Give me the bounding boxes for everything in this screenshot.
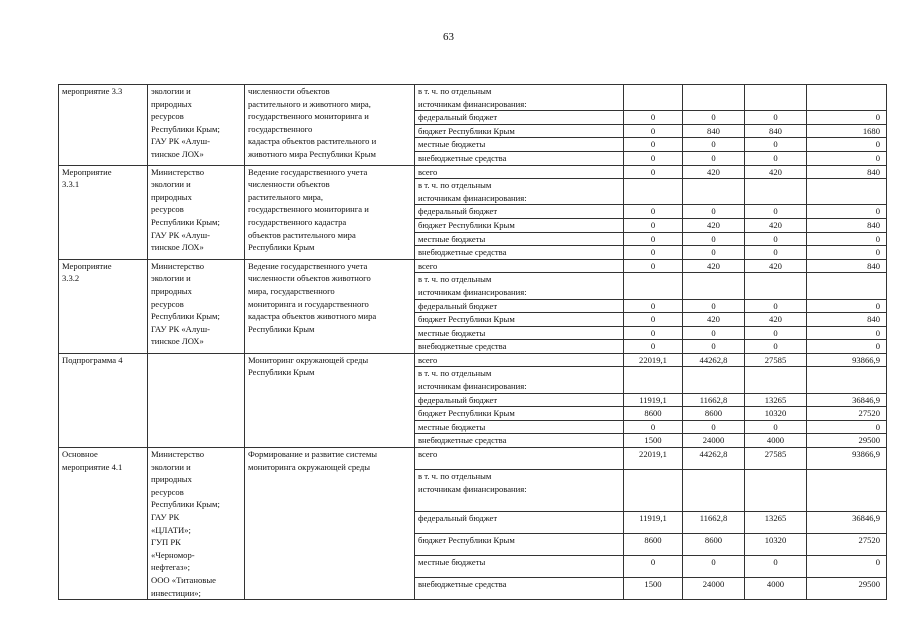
funding-source-cell: федеральный бюджет (415, 299, 624, 313)
year-value-cell (745, 85, 807, 111)
year-value-cell: 24000 (683, 434, 745, 448)
year-value-cell: 0 (683, 299, 745, 313)
year-value-cell (745, 179, 807, 205)
table-row (59, 165, 887, 179)
funding-source-cell: всего (415, 448, 624, 470)
year-value-cell: 8600 (624, 534, 683, 556)
funding-source-cell: в т. ч. по отдельным источникам финансирования: (415, 469, 624, 511)
year-value-cell: 0 (624, 340, 683, 354)
year-value-cell: 0 (745, 111, 807, 125)
year-value-cell: 0 (745, 151, 807, 165)
year-value-cell: 0 (683, 232, 745, 246)
year-value-cell: 8600 (683, 534, 745, 556)
year-value-cell: 0 (624, 165, 683, 179)
year-value-cell: 11919,1 (624, 393, 683, 407)
year-value-cell: 0 (624, 205, 683, 219)
year-value-cell: 1500 (624, 578, 683, 600)
activity-name-cell: мероприятие 3.3 (59, 85, 148, 166)
activity-name-cell: Мероприятие 3.3.1 (59, 165, 148, 259)
year-value-cell: 0 (745, 138, 807, 152)
year-value-cell (683, 179, 745, 205)
year-value-cell: 420 (683, 165, 745, 179)
table-row (59, 353, 887, 367)
year-value-cell: 0 (745, 299, 807, 313)
year-value-cell: 0 (745, 232, 807, 246)
total-value-cell: 27520 (807, 534, 887, 556)
year-value-cell: 0 (624, 313, 683, 327)
content-cell: Ведение государственного учета численности объектов животного мира, государственного мониторинга и государственного кадастра объектов животного мира Республики Крым (245, 259, 415, 353)
year-value-cell: 11662,8 (683, 512, 745, 534)
total-value-cell (807, 179, 887, 205)
total-value-cell (807, 469, 887, 511)
year-value-cell: 27585 (745, 353, 807, 367)
year-value-cell: 0 (624, 299, 683, 313)
year-value-cell: 10320 (745, 407, 807, 421)
funding-source-cell: местные бюджеты (415, 420, 624, 434)
year-value-cell: 0 (624, 246, 683, 260)
total-value-cell: 93866,9 (807, 353, 887, 367)
year-value-cell (683, 367, 745, 393)
funding-source-cell: бюджет Республики Крым (415, 124, 624, 138)
year-value-cell (683, 469, 745, 511)
funding-source-cell: бюджет Республики Крым (415, 218, 624, 232)
year-value-cell: 13265 (745, 512, 807, 534)
year-value-cell: 0 (683, 151, 745, 165)
funding-source-cell: бюджет Республики Крым (415, 313, 624, 327)
content-cell: Ведение государственного учета численности объектов растительного мира, государственного мониторинга и государственного кадастра объектов растительного мира Республики Крым (245, 165, 415, 259)
activity-name-cell: Подпрограмма 4 (59, 353, 148, 447)
funding-source-cell: в т. ч. по отдельным источникам финансирования: (415, 179, 624, 205)
table-row (59, 448, 887, 470)
year-value-cell (624, 469, 683, 511)
activity-name-cell: Основное мероприятие 4.1 (59, 448, 148, 600)
total-value-cell: 0 (807, 420, 887, 434)
total-value-cell (807, 367, 887, 393)
year-value-cell: 0 (745, 205, 807, 219)
year-value-cell: 0 (683, 246, 745, 260)
content-cell: численности объектов растительного и животного мира, государственного мониторинга и государственного кадастра объектов растительного и животного мира Республики Крым (245, 85, 415, 166)
year-value-cell: 0 (624, 111, 683, 125)
year-value-cell (683, 85, 745, 111)
total-value-cell: 0 (807, 326, 887, 340)
executor-cell: Министерство экологии и природных ресурсов Республики Крым; ГАУ РК «Алуш- тинское ЛОХ» (148, 165, 245, 259)
year-value-cell (745, 273, 807, 299)
year-value-cell: 11662,8 (683, 393, 745, 407)
year-value-cell: 0 (683, 326, 745, 340)
total-value-cell: 36846,9 (807, 393, 887, 407)
total-value-cell: 840 (807, 259, 887, 273)
year-value-cell: 22019,1 (624, 448, 683, 470)
funding-source-cell: федеральный бюджет (415, 205, 624, 219)
total-value-cell: 0 (807, 138, 887, 152)
executor-cell: экологии и природных ресурсов Республики Крым; ГАУ РК «Алуш- тинское ЛОХ» (148, 85, 245, 166)
executor-cell (148, 353, 245, 447)
year-value-cell: 0 (624, 138, 683, 152)
content-cell: Формирование и развитие системы мониторинга окружающей среды (245, 448, 415, 600)
year-value-cell: 0 (745, 340, 807, 354)
year-value-cell: 8600 (624, 407, 683, 421)
total-value-cell (807, 273, 887, 299)
funding-source-cell: внебюджетные средства (415, 578, 624, 600)
funding-source-cell: в т. ч. по отдельным источникам финансирования: (415, 85, 624, 111)
year-value-cell: 0 (745, 246, 807, 260)
total-value-cell: 29500 (807, 434, 887, 448)
total-value-cell (807, 85, 887, 111)
year-value-cell: 44262,8 (683, 448, 745, 470)
funding-source-cell: в т. ч. по отдельным источникам финансирования: (415, 273, 624, 299)
year-value-cell (624, 179, 683, 205)
funding-source-cell: федеральный бюджет (415, 111, 624, 125)
year-value-cell: 0 (683, 205, 745, 219)
funding-source-cell: федеральный бюджет (415, 512, 624, 534)
year-value-cell: 0 (624, 151, 683, 165)
funding-source-cell: бюджет Республики Крым (415, 407, 624, 421)
year-value-cell (624, 367, 683, 393)
year-value-cell: 420 (745, 218, 807, 232)
year-value-cell: 420 (745, 259, 807, 273)
year-value-cell: 0 (624, 232, 683, 246)
table-row (59, 85, 887, 111)
year-value-cell: 44262,8 (683, 353, 745, 367)
total-value-cell: 840 (807, 165, 887, 179)
funding-source-cell: всего (415, 353, 624, 367)
budget-table (58, 84, 887, 600)
year-value-cell: 0 (683, 111, 745, 125)
total-value-cell: 93866,9 (807, 448, 887, 470)
year-value-cell: 22019,1 (624, 353, 683, 367)
year-value-cell: 4000 (745, 434, 807, 448)
year-value-cell: 10320 (745, 534, 807, 556)
year-value-cell (745, 469, 807, 511)
year-value-cell: 0 (745, 420, 807, 434)
total-value-cell: 0 (807, 205, 887, 219)
year-value-cell: 0 (683, 556, 745, 578)
year-value-cell: 0 (745, 556, 807, 578)
total-value-cell: 29500 (807, 578, 887, 600)
funding-source-cell: бюджет Республики Крым (415, 534, 624, 556)
year-value-cell: 11919,1 (624, 512, 683, 534)
total-value-cell: 0 (807, 111, 887, 125)
year-value-cell: 420 (745, 165, 807, 179)
year-value-cell: 0 (624, 556, 683, 578)
total-value-cell: 0 (807, 299, 887, 313)
year-value-cell: 420 (683, 218, 745, 232)
year-value-cell: 0 (624, 259, 683, 273)
year-value-cell: 420 (745, 313, 807, 327)
year-value-cell (624, 85, 683, 111)
activity-name-cell: Мероприятие 3.3.2 (59, 259, 148, 353)
total-value-cell: 1680 (807, 124, 887, 138)
year-value-cell: 420 (683, 259, 745, 273)
year-value-cell: 0 (624, 218, 683, 232)
year-value-cell: 27585 (745, 448, 807, 470)
funding-source-cell: внебюджетные средства (415, 246, 624, 260)
table-row (59, 259, 887, 273)
total-value-cell: 36846,9 (807, 512, 887, 534)
year-value-cell: 24000 (683, 578, 745, 600)
funding-source-cell: в т. ч. по отдельным источникам финансирования: (415, 367, 624, 393)
year-value-cell: 0 (683, 340, 745, 354)
funding-source-cell: внебюджетные средства (415, 151, 624, 165)
year-value-cell: 1500 (624, 434, 683, 448)
funding-source-cell: всего (415, 165, 624, 179)
funding-source-cell: внебюджетные средства (415, 434, 624, 448)
funding-source-cell: местные бюджеты (415, 138, 624, 152)
funding-source-cell: всего (415, 259, 624, 273)
page-number: 63 (443, 31, 454, 43)
total-value-cell: 0 (807, 556, 887, 578)
total-value-cell: 0 (807, 151, 887, 165)
year-value-cell (683, 273, 745, 299)
year-value-cell (745, 367, 807, 393)
content-cell: Мониторинг окружающей среды Республики Крым (245, 353, 415, 447)
year-value-cell: 840 (745, 124, 807, 138)
year-value-cell: 8600 (683, 407, 745, 421)
total-value-cell: 0 (807, 340, 887, 354)
funding-source-cell: внебюджетные средства (415, 340, 624, 354)
year-value-cell: 840 (683, 124, 745, 138)
year-value-cell: 0 (624, 420, 683, 434)
year-value-cell: 0 (745, 326, 807, 340)
year-value-cell: 0 (624, 326, 683, 340)
total-value-cell: 0 (807, 246, 887, 260)
funding-source-cell: федеральный бюджет (415, 393, 624, 407)
year-value-cell: 0 (624, 124, 683, 138)
year-value-cell: 0 (683, 138, 745, 152)
total-value-cell: 840 (807, 313, 887, 327)
funding-source-cell: местные бюджеты (415, 232, 624, 246)
year-value-cell: 420 (683, 313, 745, 327)
year-value-cell: 13265 (745, 393, 807, 407)
year-value-cell: 4000 (745, 578, 807, 600)
executor-cell: Министерство экологии и природных ресурсов Республики Крым; ГАУ РК «Алуш- тинское ЛОХ» (148, 259, 245, 353)
funding-source-cell: местные бюджеты (415, 556, 624, 578)
funding-source-cell: местные бюджеты (415, 326, 624, 340)
total-value-cell: 840 (807, 218, 887, 232)
year-value-cell: 0 (683, 420, 745, 434)
total-value-cell: 27520 (807, 407, 887, 421)
executor-cell: Министерство экологии и природных ресурсов Республики Крым; ГАУ РК «ЦЛАТИ»; ГУП РК «Черномор- нефтегаз»; ООО «Титановые инвестиции»; (148, 448, 245, 600)
total-value-cell: 0 (807, 232, 887, 246)
year-value-cell (624, 273, 683, 299)
